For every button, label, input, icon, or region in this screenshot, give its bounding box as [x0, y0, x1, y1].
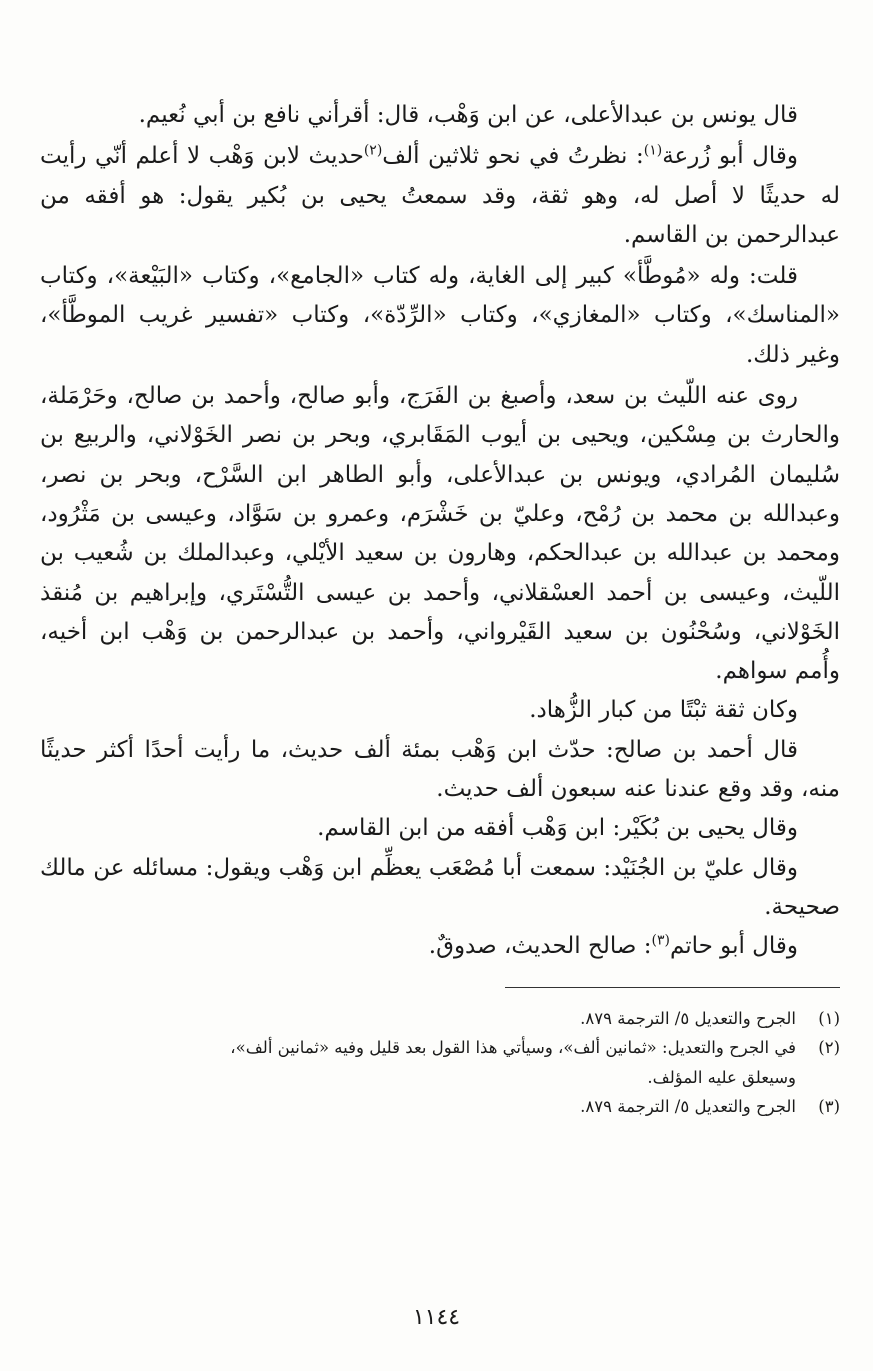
- footnotes: [40, 1004, 840, 1122]
- page-number: ١١٤٤: [412, 1305, 461, 1330]
- footnote-3: [40, 1092, 840, 1122]
- footnote-ref-3: (٣): [651, 932, 670, 949]
- page-body: [40, 96, 840, 1122]
- main-text: [40, 96, 840, 967]
- paragraph-2-start: وقال أبو زُرعة: [662, 143, 798, 170]
- paragraph-2: [40, 137, 840, 255]
- paragraph-4: روى عنه اللّيث بن سعد، وأصبغ بن الفَرَج، وأبو صالح، وأحمد بن صالح، وحَرْمَلة، والحارث بن مِسْكين، ويحيى بن أيوب المَقَابري، وبحر بن نصر الخَوْلاني، والربيع بن سُليمان المُرادي، ويونس بن عبدالأعلى، وأبو الطاهر ابن السَّرْح، وبحر بن نصر، وعبدالله بن محمد بن رُمْح، وعليّ بن خَشْرَم، وعمرو بن سَوَّاد، وعيسى بن مَثْرُود، ومحمد بن عبدالله بن عبدالحكم، وهارون بن سعيد الأيْلي، وعبدالملك بن شُعيب بن اللّيث، وعيسى بن أحمد العسْقلاني، وأحمد بن عيسى التُّسْتَري، وإبراهيم بن مُنقذ الخَوْلاني، وسُحْنُون بن سعيد القَيْرواني، وأحمد بن عبدالرحمن بن وَهْب ابن أخيه، وأُمم سواهم.: [40, 383, 841, 685]
- footnote-number: (٢): [818, 1038, 840, 1058]
- paragraph-9-start: وقال أبو حاتم: [669, 933, 798, 960]
- footnote-ref-2: (٢): [363, 142, 383, 159]
- paragraph-2-middle: : نظرتُ في نحو ثلاثين ألف: [382, 143, 644, 170]
- paragraph-7: وقال يحيى بن بُكَيْر: ابن وَهْب أفقه من ابن القاسم.: [317, 815, 798, 842]
- footnote-2-continuation: وسيعلق عليه المؤلف.: [647, 1067, 796, 1087]
- footnote-text: في الجرح والتعديل: «ثمانين ألف»، وسيأتي هذا القول بعد قليل وفيه «ثمانين ألف»،: [230, 1038, 796, 1058]
- paragraph-6: قال أحمد بن صالح: حدّث ابن وَهْب بمئة ألف حديث، ما رأيت أحدًا أكثر حديثًا منه، وقد وقع عندنا عنه سبعون ألف حديث.: [40, 736, 840, 803]
- paragraph-5: وكان ثقة ثبْتًا من كبار الزُّهاد.: [529, 697, 798, 724]
- paragraph-9-end: : صالح الحديث، صدوقٌ.: [428, 933, 652, 960]
- paragraph-1: قال يونس بن عبدالأعلى، عن ابن وَهْب، قال: أقرأني نافع بن أبي نُعيم.: [138, 102, 798, 128]
- paragraph-2-end: حديث لابن وَهْب لا أعلم أنّي رأيت له حديثًا لا أصل له، وهو ثقة، وقد سمعتُ يحيى بن بُكير يقول: هو أفقه من عبدالرحمن بن القاسم.: [40, 143, 840, 248]
- footnote-text: الجرح والتعديل ٥/ الترجمة ٨٧٩.: [580, 1008, 796, 1028]
- footnote-divider: [505, 987, 840, 988]
- footnote-ref-1: (١): [643, 142, 663, 159]
- footnote-1: [40, 1004, 840, 1034]
- footnote-number: (٣): [818, 1097, 840, 1117]
- paragraph-3: قلت: وله «مُوطَّأ» كبير إلى الغاية، وله كتاب «الجامع»، وكتاب «البَيْعة»، وكتاب «المناسك»، وكتاب «المغازي»، وكتاب «الرِّدّة»، وكتاب «تفسير غريب الموطَّأ»، وغير ذلك.: [40, 263, 840, 368]
- paragraph-9: [40, 927, 840, 966]
- paragraph-8: وقال عليّ بن الجُنَيْد: سمعت أبا مُصْعَب يعظِّم ابن وَهْب ويقول: مسائله عن مالك صحيحة.: [40, 854, 840, 920]
- footnote-2: [40, 1033, 840, 1063]
- footnote-text: الجرح والتعديل ٥/ الترجمة ٨٧٩.: [580, 1097, 796, 1117]
- footnote-number: (١): [818, 1008, 840, 1028]
